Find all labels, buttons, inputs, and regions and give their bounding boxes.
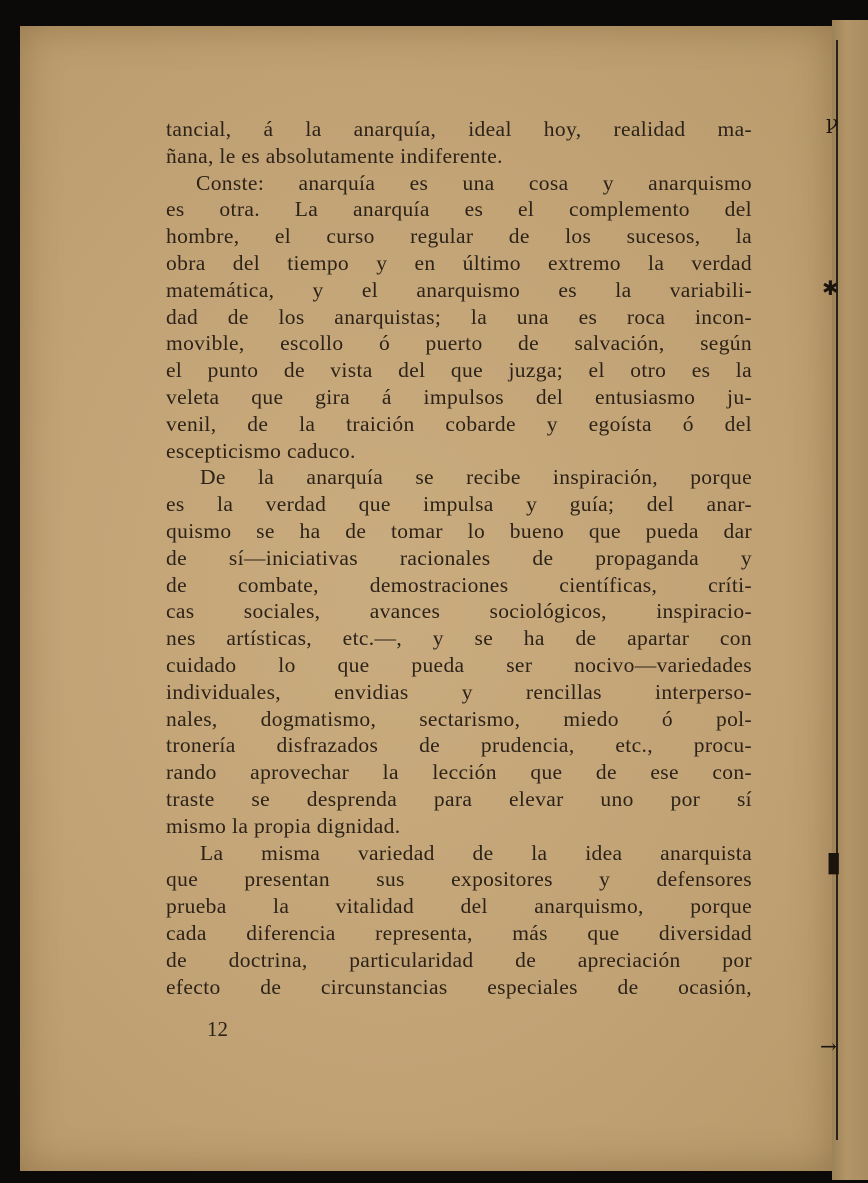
text-line: De la anarquía se recibe inspiración, porque xyxy=(200,465,752,490)
text-line: quismo se ha de tomar lo bueno que pueda dar xyxy=(166,518,752,543)
text-line: individuales, envidias y rencillas interperso- xyxy=(166,679,752,704)
body-text xyxy=(166,116,752,1000)
page-edge-line xyxy=(836,40,838,1140)
text-line: rando aprovechar la lección que de ese con- xyxy=(166,760,752,785)
page-number: 12 xyxy=(207,1017,228,1041)
text-line: escepticismo caduco. xyxy=(166,438,356,463)
text-line: tronería disfrazados de prudencia, etc., procu- xyxy=(166,733,752,758)
text-line: cas sociales, avances sociológicos, inspiracio- xyxy=(166,599,752,624)
text-line: hombre, el curso regular de los sucesos, la xyxy=(166,224,752,249)
text-line: cuidado lo que pueda ser nocivo—variedades xyxy=(166,652,752,677)
margin-mark: → xyxy=(820,1034,837,1058)
text-line: el punto de vista del que juzga; el otro es la xyxy=(166,358,752,383)
text-line: efecto de circunstancias especiales de ocasión, xyxy=(166,974,752,999)
text-line: de doctrina, particularidad de apreciación por xyxy=(166,947,752,972)
text-line: ñana, le es absolutamente indiferente. xyxy=(166,143,503,168)
text-line: obra del tiempo y en último extremo la verdad xyxy=(166,250,752,275)
margin-mark: ▮ xyxy=(826,845,842,878)
text-line: que presentan sus expositores y defensores xyxy=(166,867,752,892)
text-line: veleta que gira á impulsos del entusiasmo ju- xyxy=(166,384,752,409)
text-line: nales, dogmatismo, sectarismo, miedo ó pol- xyxy=(166,706,752,731)
text-line: es otra. La anarquía es el complemento del xyxy=(166,197,752,222)
text-line: es la verdad que impulsa y guía; del anar- xyxy=(166,492,752,517)
text-line: La misma variedad de la idea anarquista xyxy=(200,840,752,865)
text-line: prueba la vitalidad del anarquismo, porque xyxy=(166,894,752,919)
text-line: mismo la propia dignidad. xyxy=(166,813,401,838)
text-line: matemática, y el anarquismo es la variabili- xyxy=(166,277,752,302)
text-line: venil, de la traición cobarde y egoísta ó del xyxy=(166,411,752,436)
text-line: movible, escollo ó puerto de salvación, según xyxy=(166,331,752,356)
text-line: traste se desprenda para elevar uno por sí xyxy=(166,786,752,811)
text-line: cada diferencia representa, más que diversidad xyxy=(166,920,752,945)
margin-mark: ꝩ xyxy=(826,110,839,134)
text-line: de combate, demostraciones científicas, críti- xyxy=(166,572,752,597)
text-line: dad de los anarquistas; la una es roca incon- xyxy=(166,304,752,329)
text-line: nes artísticas, etc.—, y se ha de apartar con xyxy=(166,626,752,651)
text-line: tancial, á la anarquía, ideal hoy, realidad ma- xyxy=(166,117,752,141)
margin-mark: ✱ xyxy=(822,276,839,300)
text-line: Conste: anarquía es una cosa y anarquismo xyxy=(196,170,752,195)
text-line: de sí—iniciativas racionales de propaganda y xyxy=(166,545,752,570)
